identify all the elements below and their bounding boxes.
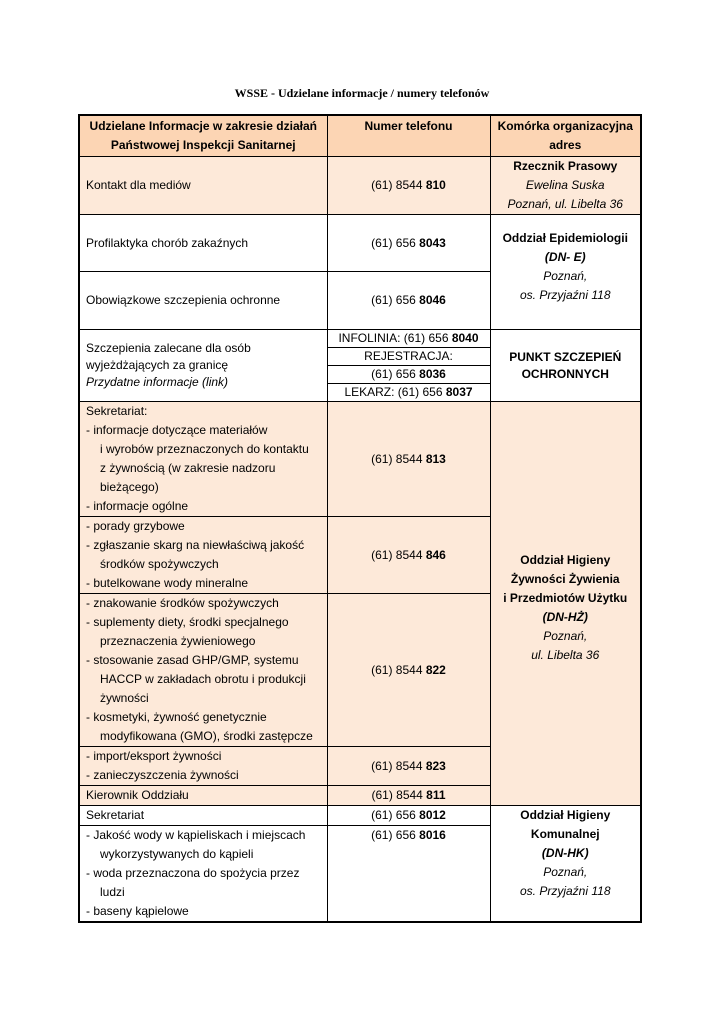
phone-prefix: (61) 656 (371, 367, 420, 381)
phone-ext: 8043 (419, 235, 446, 250)
topic-line: - kosmetyki, żywność genetycznie (86, 710, 267, 724)
phone-ext: 822 (425, 662, 446, 677)
phone-ext: 811 (426, 788, 446, 802)
header-topics: Udzielane Informacje w zakresie działań Państwowej Inspekcji Sanitarnej (79, 115, 327, 157)
topic-line: żywności (100, 691, 149, 705)
epid-unit-street: os. Przyjaźni 118 (520, 288, 611, 302)
vacc-topic (79, 330, 327, 402)
table-row (79, 157, 641, 215)
phone-prefix: (61) 656 (371, 235, 420, 250)
topic-line: modyfikowana (GMO), środki zastępcze (100, 729, 313, 743)
media-unit (490, 157, 641, 215)
phone-ext: 823 (425, 758, 446, 773)
epid-phone-2 (327, 272, 490, 330)
communal-water-topic (79, 826, 327, 923)
communal-water-phone (327, 826, 490, 923)
topic-line: przeznaczenia żywieniowego (100, 634, 256, 648)
epid-unit-city: Poznań, (543, 269, 588, 283)
phone-ext: 8016 (419, 828, 446, 842)
topic-line: - zanieczyszczenia żywności (86, 768, 239, 782)
food-group1-topic (79, 402, 327, 517)
topic-line: bieżącego) (100, 480, 159, 494)
phone-prefix: (61) 8544 (371, 547, 426, 562)
topic-line: - stosowanie zasad GHP/GMP, systemu (86, 653, 299, 667)
topic-line: i wyrobów przeznaczonych do kontaktu (100, 442, 309, 456)
media-unit-person: Ewelina Suska (525, 178, 605, 192)
communal-secretariat-topic: Sekretariat (79, 806, 327, 826)
communal-unit-street: os. Przyjaźni 118 (520, 884, 611, 898)
vacc-phone-doctor (327, 384, 490, 402)
phone-prefix: (61) 8544 (371, 662, 426, 677)
topic-line: - Jakość wody w kąpieliskach i miejscach (86, 828, 306, 842)
topic-line: HACCP w zakładach obrotu i produkcji (100, 672, 306, 686)
phone-ext: 810 (425, 178, 446, 192)
header-phone: Numer telefonu (327, 115, 490, 157)
food-group4-topic (79, 747, 327, 786)
food-group2-phone (327, 517, 490, 594)
food-unit-line2: Żywności Żywienia (510, 571, 620, 586)
food-unit-city: Poznań, (543, 628, 588, 643)
topic-line: wykorzystywanych do kąpieli (100, 847, 254, 861)
food-unit-line1: Oddział Higieny (520, 552, 611, 567)
food-head-phone (327, 786, 490, 806)
phone-ext: 846 (425, 547, 446, 562)
phone-prefix: REJESTRACJA: (364, 349, 453, 363)
topic-line: - informacje ogólne (86, 499, 189, 513)
topic-line: - zgłaszanie skarg na niewłaściwą jakość (86, 538, 305, 552)
table-row (79, 215, 641, 272)
phone-ext: 8046 (419, 293, 446, 307)
epid-phone-1 (327, 215, 490, 272)
table-row (79, 402, 641, 517)
epid-unit (490, 215, 641, 330)
topic-line: - porady grzybowe (86, 519, 185, 533)
vacc-topic-line2: wyjeżdżających za granicę (86, 358, 229, 372)
topic-line: - butelkowane wody mineralne (86, 576, 249, 590)
communal-unit-line2: Komunalnej (530, 827, 600, 841)
header-unit-line1: Komórka organizacyjna (497, 119, 633, 133)
topic-line: - woda przeznaczona do spożycia przez (86, 866, 300, 880)
epid-topic-2: Obowiązkowe szczepienia ochronne (79, 272, 327, 330)
media-unit-name: Rzecznik Prasowy (513, 159, 618, 173)
phone-ext: 813 (425, 451, 446, 466)
vacc-topic-line1: Szczepienia zalecane dla osób (86, 341, 251, 355)
food-group4-phone (327, 747, 490, 786)
vacc-phone-registration (327, 366, 490, 384)
phone-prefix: (61) 656 (371, 808, 420, 822)
phone-prefix: (61) 656 (371, 293, 420, 307)
topic-line: Sekretariat: (86, 404, 148, 418)
vacc-info-link[interactable]: Przydatne informacje (link) (86, 375, 229, 389)
communal-unit (490, 806, 641, 923)
food-head-topic: Kierownik Oddziału (79, 786, 327, 806)
media-phone (327, 157, 490, 215)
food-unit-code: (DN-HŻ) (542, 609, 588, 624)
vacc-phone-infoline (327, 330, 490, 348)
food-group2-topic (79, 517, 327, 594)
food-unit (490, 402, 641, 806)
phone-prefix: (61) 8544 (371, 451, 426, 466)
media-unit-address: Poznań, ul. Libelta 36 (507, 197, 623, 211)
food-group3-topic (79, 594, 327, 747)
food-unit-street: ul. Libelta 36 (531, 647, 600, 662)
food-unit-line3: i Przedmiotów Użytku (503, 590, 628, 605)
phone-ext: 8012 (419, 808, 446, 822)
header-unit-line2: adres (549, 138, 582, 152)
food-group3-phone (327, 594, 490, 747)
food-group1-phone (327, 402, 490, 517)
communal-unit-line1: Oddział Higieny (520, 808, 611, 822)
topic-line: z żywnością (w zakresie nadzoru (100, 461, 276, 475)
communal-secretariat-phone (327, 806, 490, 826)
communal-unit-city: Poznań, (543, 865, 588, 879)
topic-line: - import/eksport żywności (86, 749, 222, 763)
vacc-unit-line2: OCHRONNYCH (521, 366, 609, 381)
phone-prefix: (61) 656 (371, 828, 420, 842)
phone-prefix: (61) 8544 (371, 788, 427, 802)
phone-prefix: INFOLINIA: (61) 656 (338, 331, 452, 345)
topic-line: - baseny kąpielowe (86, 904, 189, 918)
topic-line: - znakowanie środków spożywczych (86, 596, 279, 610)
table-row (79, 806, 641, 826)
vacc-unit (490, 330, 641, 402)
topic-line: środków spożywczych (100, 557, 219, 571)
epid-unit-name: Oddział Epidemiologii (502, 231, 628, 245)
header-unit (490, 115, 641, 157)
epid-unit-code: (DN- E) (544, 250, 586, 264)
topic-line: - informacje dotyczące materiałów (86, 423, 268, 437)
header-row (79, 115, 641, 157)
page-title: WSSE - Udzielane informacje / numery telefonów (234, 86, 490, 100)
vacc-unit-line1: PUNKT SZCZEPIEŃ (509, 349, 622, 364)
topic-line: - suplementy diety, środki specjalnego (86, 615, 289, 629)
phone-ext: 8036 (419, 367, 446, 381)
vacc-phone-registration-label (327, 348, 490, 366)
phone-ext: 8037 (445, 385, 473, 399)
phone-ext: 8040 (451, 331, 479, 345)
phone-prefix: (61) 8544 (371, 758, 426, 773)
phone-directory-table (78, 114, 642, 923)
phone-prefix: (61) 8544 (371, 178, 426, 192)
table-row (79, 330, 641, 348)
communal-unit-code: (DN-HK) (541, 846, 589, 860)
media-topic: Kontakt dla mediów (79, 157, 327, 215)
epid-topic-1: Profilaktyka chorób zakaźnych (79, 215, 327, 272)
topic-line: ludzi (100, 885, 125, 899)
phone-prefix: LEKARZ: (61) 656 (344, 385, 446, 399)
